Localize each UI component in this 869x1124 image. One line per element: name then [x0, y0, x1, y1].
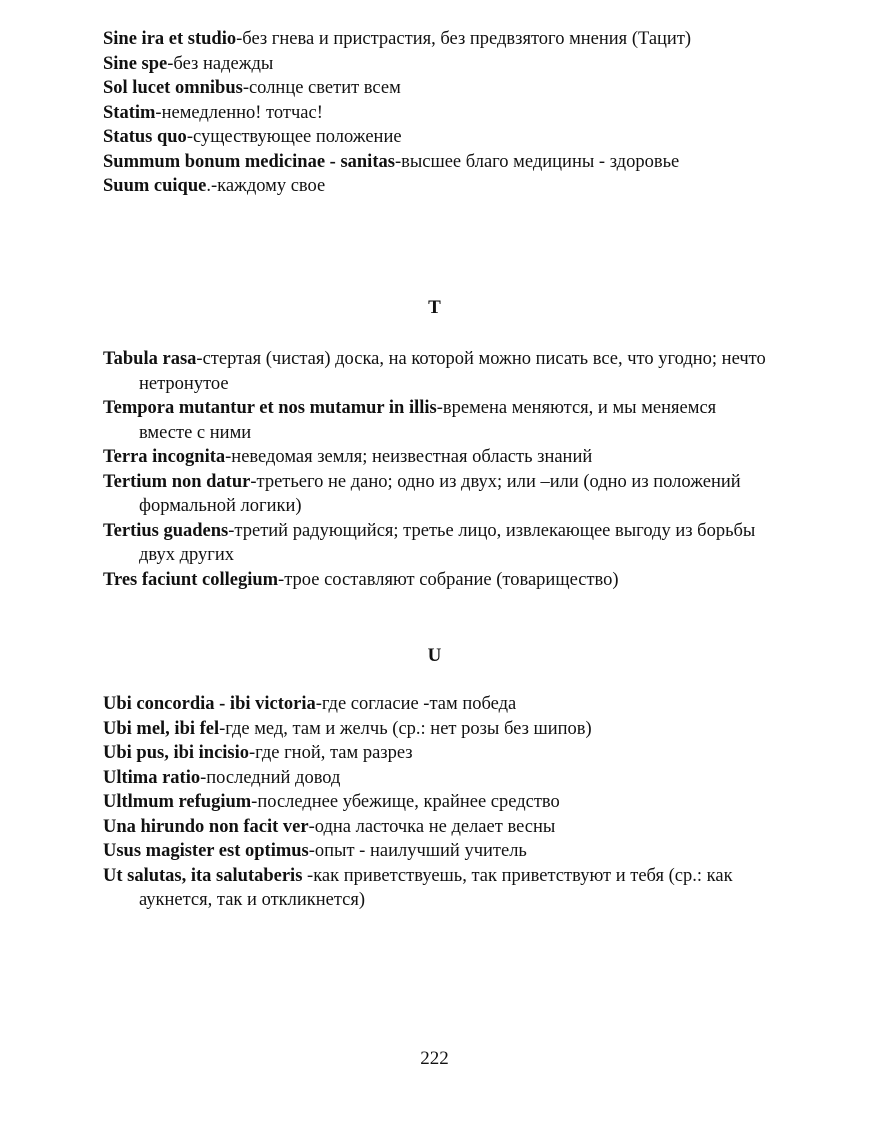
entry-term: Statim	[103, 102, 156, 123]
entry-term: Sine ira et studio	[103, 29, 237, 49]
dictionary-entry	[103, 519, 773, 568]
entry-definition: -без надежды	[167, 53, 274, 74]
dictionary-entry	[103, 568, 773, 593]
dictionary-entry	[103, 174, 773, 199]
dictionary-entry	[103, 445, 773, 470]
entry-term: Una hirundo non facit ver	[103, 816, 309, 837]
entry-definition: -где согласие -там победа	[315, 694, 517, 714]
dictionary-entry	[103, 815, 773, 840]
dictionary-entry	[103, 692, 773, 717]
entry-term: Sine spe	[103, 53, 168, 74]
section-letter-heading: U	[427, 645, 442, 666]
dictionary-entry	[103, 76, 773, 101]
entry-definition: -последний довод	[200, 767, 341, 788]
entry-definition: -времена меняются, и мы меняемся вместе с ними	[139, 398, 717, 443]
entry-term: Tabula rasa	[103, 349, 197, 369]
dictionary-entry	[103, 347, 773, 396]
entry-definition: -где мед, там и желчь (ср.: нет розы без шипов)	[219, 718, 592, 739]
entry-term: Ultima ratio	[103, 767, 201, 788]
entry-definition: -опыт - наилучший учитель	[308, 841, 527, 861]
section-t	[103, 347, 773, 592]
entry-definition: -где гной, там разрез	[249, 743, 413, 763]
entry-term: Status quo	[103, 127, 187, 147]
dictionary-entry	[103, 864, 773, 913]
entry-term: Summum bonum medicinae - sanitas	[103, 151, 395, 172]
entry-term: Tempora mutantur et nos mutamur in illis	[103, 398, 437, 418]
dictionary-entry	[103, 766, 773, 791]
entry-definition: -неведомая земля; неизвестная область знаний	[225, 447, 593, 467]
dictionary-entry	[103, 790, 773, 815]
entry-term: Ut salutas, ita salutaberis	[103, 865, 303, 886]
entry-definition: -существующее положение	[186, 127, 402, 147]
dictionary-entry	[103, 150, 773, 175]
dictionary-entry	[103, 396, 773, 445]
entry-definition: .-каждому свое	[206, 176, 326, 196]
entry-term: Suum cuique	[103, 176, 207, 196]
dictionary-entry	[103, 101, 773, 126]
entry-definition: -трое составляют собрание (товарищество)	[278, 569, 619, 590]
entry-definition: -без гнева и пристрастия, без предвзятого мнения (Тацит)	[236, 29, 692, 49]
entry-term: Ultlmum refugium	[103, 792, 252, 812]
entry-term: Terra incognita	[103, 447, 226, 467]
entry-definition: -немедленно! тотчас!	[155, 102, 323, 123]
entry-term: Ubi pus, ibi incisio	[103, 743, 250, 763]
dictionary-entry	[103, 717, 773, 742]
entry-definition: -высшее благо медицины - здоровье	[394, 151, 680, 172]
section-u	[103, 692, 773, 913]
section-letter-heading: T	[428, 297, 441, 318]
entry-term: Sol lucet omnibus	[103, 78, 243, 98]
entry-term: Usus magister est optimus	[103, 841, 309, 861]
entry-term: Ubi concordia - ibi victoria	[103, 694, 316, 714]
entry-definition: -третьего не дано; одно из двух; или –или (одно из положений формальной логики)	[139, 471, 741, 516]
dictionary-entry	[103, 741, 773, 766]
dictionary-entry	[103, 125, 773, 150]
entry-definition: -последнее убежище, крайнее средство	[251, 792, 560, 812]
entry-definition: -стертая (чистая) доска, на которой можно писать все, что угодно; нечто нетронутое	[139, 349, 766, 394]
entry-definition: -одна ласточка не делает весны	[308, 816, 556, 837]
entry-term: Tertius guadens	[103, 520, 229, 541]
dictionary-entry	[103, 470, 773, 519]
dictionary-entry	[103, 52, 773, 77]
entry-definition: -третий радующийся; третье лицо, извлекающее выгоду из борьбы двух других	[139, 520, 756, 565]
entry-term: Tertium non datur	[103, 471, 251, 492]
entry-definition: -как приветствуешь, так приветствуют и тебя (ср.: как аукнется, так и откликнется)	[139, 865, 733, 910]
dictionary-entry	[103, 839, 773, 864]
entry-term: Ubi mel, ibi fel	[103, 718, 220, 739]
dictionary-entry	[103, 27, 773, 52]
entry-term: Tres faciunt collegium	[103, 569, 279, 590]
section-s	[103, 27, 773, 199]
page-number: 222	[420, 1048, 449, 1069]
entry-definition: -солнце светит всем	[242, 78, 401, 98]
